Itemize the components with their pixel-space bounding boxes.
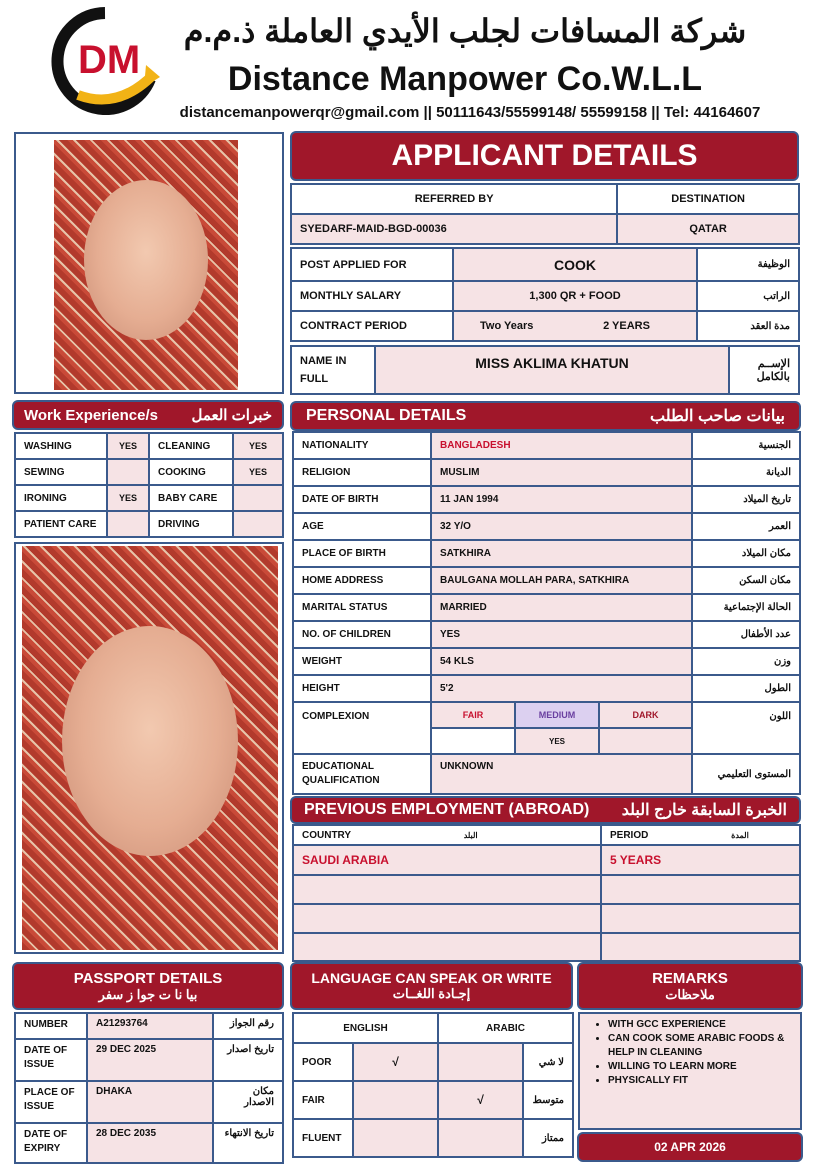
complexion-cell [431, 702, 692, 754]
remark-item: • CAN COOK SOME ARABIC FOODS & HELP IN CLEANING [608, 1032, 800, 1060]
arabic-mark [438, 1043, 523, 1081]
complexion-label: COMPLEXION [293, 702, 431, 754]
employment-period: 5 YEARS [601, 845, 800, 875]
personal-row [293, 621, 800, 648]
personal-ar: الحالة الإجتماعية [692, 594, 800, 621]
passport-label: PLACE OF ISSUE [15, 1081, 87, 1123]
personal-label: RELIGION [293, 459, 431, 486]
personal-details-title: PERSONAL DETAILS [306, 407, 467, 424]
destination-value: QATAR [617, 214, 799, 244]
personal-row [293, 540, 800, 567]
applicant-details-title: APPLICANT DETAILS [290, 131, 799, 181]
personal-row [293, 459, 800, 486]
language-level-ar: متوسط [523, 1081, 573, 1119]
language-row [293, 1119, 573, 1157]
remarks-list [580, 1018, 800, 1088]
personal-row [293, 513, 800, 540]
company-name-english: Distance Manpower Co.W.L.L [227, 60, 703, 98]
complexion-dark: DARK [600, 703, 691, 727]
passport-value: 28 DEC 2035 [87, 1123, 213, 1163]
complexion-ar: اللون [692, 702, 800, 754]
work-row [15, 511, 283, 537]
passport-value: DHAKA [87, 1081, 213, 1123]
remark-item: • WILLING TO LEARN MORE [608, 1060, 800, 1074]
language-title: LANGUAGE CAN SPEAK OR WRITE [311, 970, 552, 986]
personal-ar: الطول [692, 675, 800, 702]
personal-value: MARRIED [431, 594, 692, 621]
work-item-label: DRIVING [149, 511, 233, 537]
company-contact: distancemanpowerqr@gmail.com || 50111643/55599148/ 55599158 || Tel: 44164607 [179, 104, 761, 121]
passport-label: NUMBER [15, 1013, 87, 1039]
referred-by-label: REFERRED BY [291, 184, 617, 214]
work-item-value [107, 511, 149, 537]
personal-ar: الجنسية [692, 432, 800, 459]
work-item-value: YES [233, 433, 283, 459]
personal-label: MARITAL STATUS [293, 594, 431, 621]
personal-value: 5'2 [431, 675, 692, 702]
post-ar: الوظيفة [697, 248, 799, 281]
work-item-value: YES [107, 433, 149, 459]
personal-row [293, 648, 800, 675]
passport-ar: تاريخ اصدار [213, 1039, 283, 1081]
passport-value: 29 DEC 2025 [87, 1039, 213, 1081]
employment-country: SAUDI ARABIA [293, 845, 601, 875]
post-table [290, 247, 800, 342]
passport-label: DATE OF ISSUE [15, 1039, 87, 1081]
personal-value: BAULGANA MOLLAH PARA, SATKHIRA [431, 567, 692, 594]
post-value: COOK [453, 248, 697, 281]
personal-ar: عدد الأطفال [692, 621, 800, 648]
language-level: FAIR [293, 1081, 353, 1119]
work-item-value: YES [107, 485, 149, 511]
work-item-value [107, 459, 149, 485]
english-mark [353, 1081, 438, 1119]
personal-row [293, 432, 800, 459]
full-name: MISS AKLIMA KHATUN [375, 346, 729, 394]
work-experience-table [14, 432, 284, 538]
period-ar: المدة [731, 830, 749, 840]
language-header [290, 962, 573, 1010]
salary-value: 1,300 QR + FOOD [453, 281, 697, 311]
contract-label: CONTRACT PERIOD [291, 311, 453, 341]
employment-title-ar: الخبرة السابقة خارج البلد [621, 802, 787, 819]
work-item-label: CLEANING [149, 433, 233, 459]
passport-row [15, 1013, 283, 1039]
work-item-label: BABY CARE [149, 485, 233, 511]
passport-title: PASSPORT DETAILS [73, 970, 223, 987]
photo-frame-bottom [14, 542, 284, 954]
personal-value: 54 KLS [431, 648, 692, 675]
remark-item: • PHYSICALLY FIT [608, 1074, 800, 1088]
language-level-ar: لا شي [523, 1043, 573, 1081]
language-table [292, 1012, 574, 1158]
salary-label: MONTHLY SALARY [291, 281, 453, 311]
work-item-label: COOKING [149, 459, 233, 485]
personal-value: SATKHIRA [431, 540, 692, 567]
complexion-fair: FAIR [432, 703, 516, 727]
complexion-mark: YES [516, 729, 600, 753]
education-ar: المستوى التعليمي [692, 754, 800, 794]
passport-table [14, 1012, 284, 1164]
language-row [293, 1081, 573, 1119]
work-item-label: WASHING [15, 433, 107, 459]
education-label: EDUCATIONAL QUALIFICATION [293, 754, 431, 794]
applicant-photo [54, 140, 238, 390]
personal-label: DATE OF BIRTH [293, 486, 431, 513]
personal-ar: مكان الميلاد [692, 540, 800, 567]
work-experience-header [12, 400, 284, 430]
post-label: POST APPLIED FOR [291, 248, 453, 281]
country-header [293, 825, 601, 845]
remarks-box [578, 1012, 802, 1130]
passport-ar: مكان الاصدار [213, 1081, 283, 1123]
salary-ar: الراتب [697, 281, 799, 311]
arabic-header: ARABIC [438, 1013, 573, 1043]
personal-value: 32 Y/O [431, 513, 692, 540]
contract-value [453, 311, 697, 341]
personal-value: BANGLADESH [431, 432, 692, 459]
personal-value: YES [431, 621, 692, 648]
work-item-value [233, 511, 283, 537]
employment-title: PREVIOUS EMPLOYMENT (ABROAD) [304, 801, 590, 818]
personal-row [293, 594, 800, 621]
employment-header [290, 796, 801, 824]
personal-label: NATIONALITY [293, 432, 431, 459]
english-mark [353, 1119, 438, 1157]
personal-row [293, 675, 800, 702]
passport-ar: رقم الجواز [213, 1013, 283, 1039]
personal-value: 11 JAN 1994 [431, 486, 692, 513]
remarks-title: REMARKS [652, 970, 728, 987]
country-ar: البلد [463, 830, 478, 840]
complexion-medium: MEDIUM [516, 703, 600, 727]
personal-row [293, 567, 800, 594]
passport-row [15, 1123, 283, 1163]
referred-by-value: SYEDARF-MAID-BGD-00036 [291, 214, 617, 244]
personal-value: MUSLIM [431, 459, 692, 486]
name-table [290, 345, 800, 395]
name-ar: الإســم بالكامل [729, 346, 799, 394]
work-row [15, 433, 283, 459]
personal-ar: مكان السكن [692, 567, 800, 594]
passport-row [15, 1039, 283, 1081]
education-value: UNKNOWN [431, 754, 692, 794]
photo-frame-top [14, 132, 284, 394]
contract-ar: مدة العقد [697, 311, 799, 341]
referral-table [290, 183, 800, 245]
personal-label: WEIGHT [293, 648, 431, 675]
remarks-date: 02 APR 2026 [577, 1132, 803, 1162]
passport-row [15, 1081, 283, 1123]
passport-title-ar: بيا نا ت جوا ز سفر [98, 987, 198, 1002]
work-item-value: YES [233, 459, 283, 485]
company-logo [48, 5, 163, 115]
personal-label: PLACE OF BIRTH [293, 540, 431, 567]
work-row [15, 485, 283, 511]
logo-text: DM [78, 38, 141, 82]
personal-details-title-ar: بيانات صاحب الطلب [650, 408, 785, 425]
period-label: PERIOD [610, 829, 649, 841]
arabic-mark [438, 1119, 523, 1157]
work-item-value [233, 485, 283, 511]
passport-value: A21293764 [87, 1013, 213, 1039]
work-item-label: IRONING [15, 485, 107, 511]
arabic-mark: √ [438, 1081, 523, 1119]
personal-label: AGE [293, 513, 431, 540]
remarks-header [577, 962, 803, 1010]
contract-value-words: Two Years [480, 320, 534, 332]
personal-label: NO. OF CHILDREN [293, 621, 431, 648]
language-level: POOR [293, 1043, 353, 1081]
passport-ar: تاريخ الانتهاء [213, 1123, 283, 1163]
personal-ar: الديانة [692, 459, 800, 486]
personal-row [293, 486, 800, 513]
name-label: NAME IN FULL [291, 346, 375, 394]
period-header [601, 825, 800, 845]
personal-ar: العمر [692, 513, 800, 540]
work-item-label: PATIENT CARE [15, 511, 107, 537]
logo-icon [48, 5, 163, 115]
company-name-arabic: شركة المسافات لجلب الأيدي العاملة ذ.م.م [183, 13, 747, 49]
language-row [293, 1043, 573, 1081]
destination-label: DESTINATION [617, 184, 799, 214]
employment-table [292, 824, 801, 962]
contract-value-years: 2 YEARS [603, 320, 650, 332]
applicant-photo-full [22, 546, 278, 950]
work-experience-title-ar: خبرات العمل [191, 407, 272, 424]
work-experience-title: Work Experience/s [24, 406, 158, 424]
passport-header [12, 962, 284, 1010]
language-level-ar: ممتاز [523, 1119, 573, 1157]
work-item-label: SEWING [15, 459, 107, 485]
language-title-ar: إجـادة اللغــات [392, 986, 471, 1001]
country-label: COUNTRY [302, 829, 351, 841]
english-mark: √ [353, 1043, 438, 1081]
personal-details-table [292, 431, 801, 795]
work-row [15, 459, 283, 485]
english-header: ENGLISH [293, 1013, 438, 1043]
personal-label: HOME ADDRESS [293, 567, 431, 594]
passport-label: DATE OF EXPIRY [15, 1123, 87, 1163]
personal-details-header [290, 401, 801, 431]
personal-ar: تاريخ الميلاد [692, 486, 800, 513]
remarks-title-ar: ملاحظات [665, 987, 715, 1002]
personal-ar: وزن [692, 648, 800, 675]
personal-label: HEIGHT [293, 675, 431, 702]
remark-item: • WITH GCC EXPERIENCE [608, 1018, 800, 1032]
language-level: FLUENT [293, 1119, 353, 1157]
